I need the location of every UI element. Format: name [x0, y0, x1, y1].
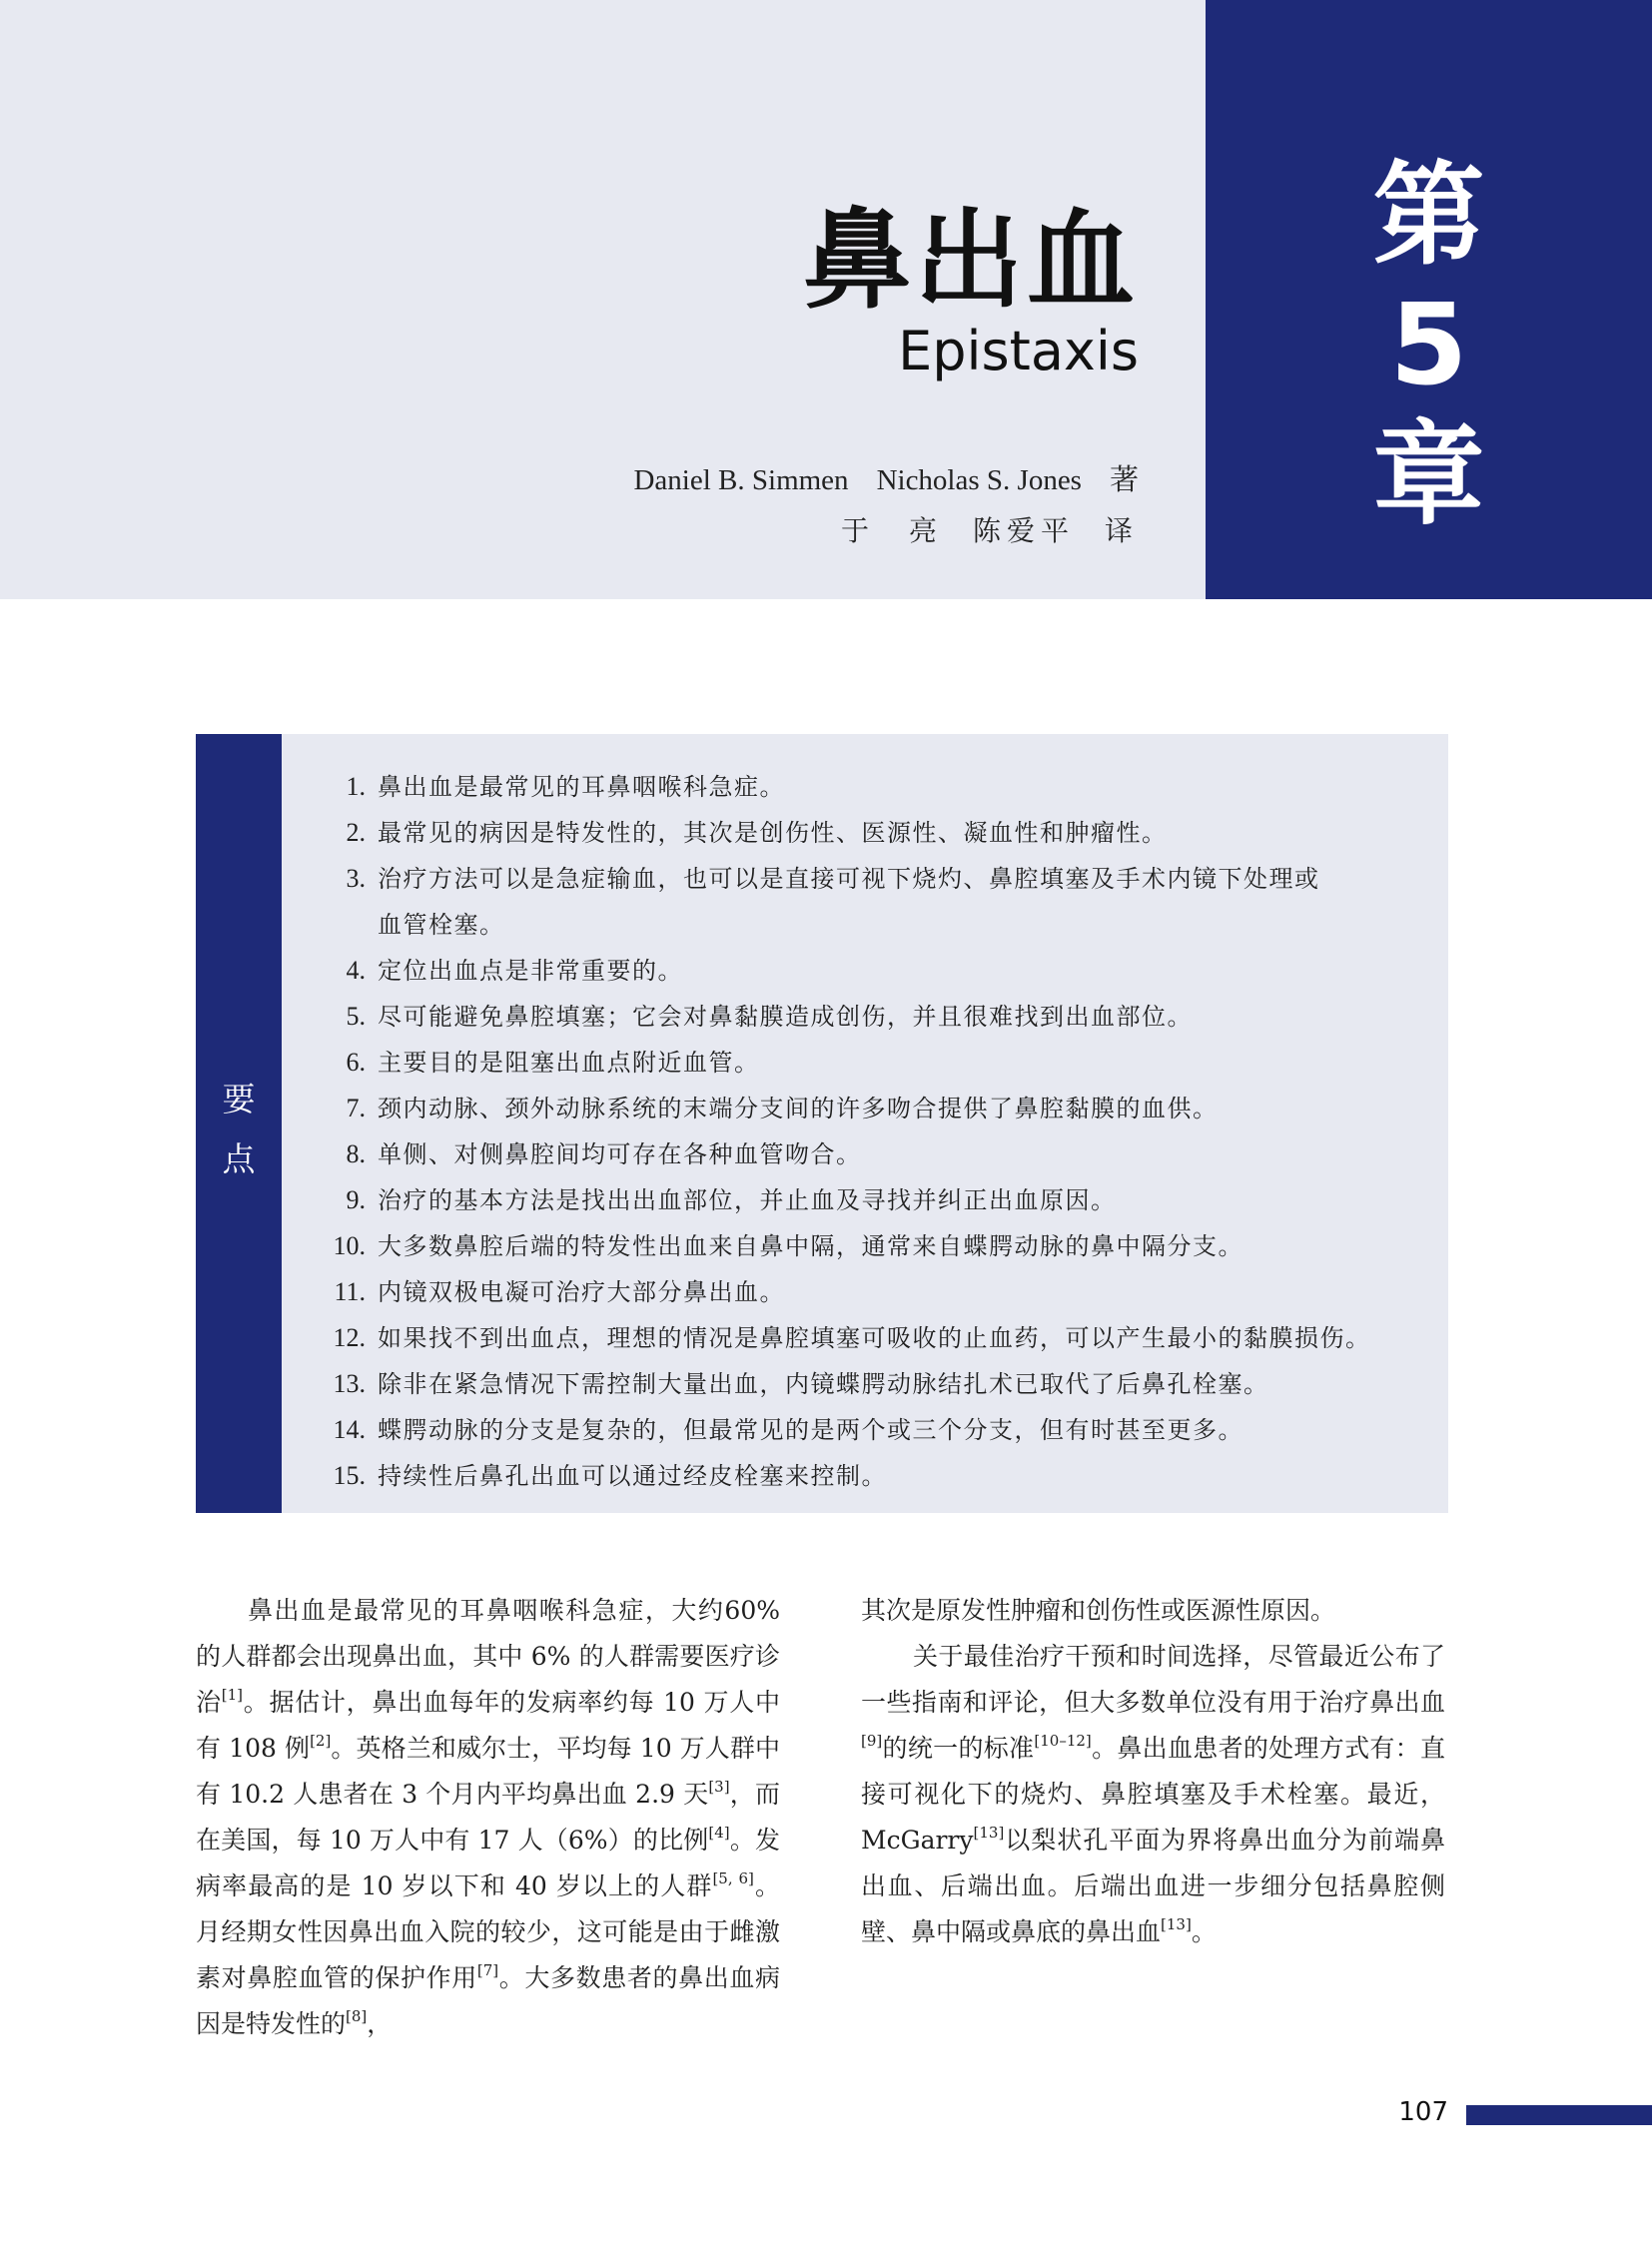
key-point-text: 鼻出血是最常见的耳鼻咽喉科急症。	[378, 773, 785, 801]
body-text: 以梨状孔平面为界将鼻出血分为前端鼻出血、后端出血。后端出血进一步细分包括鼻腔侧壁、鼻中隔或鼻底的鼻出血	[861, 1826, 1445, 1946]
body-text: 。月经期女性因鼻出血入院的较少，这可能是由于雌激素对鼻腔血管的保护作用	[196, 1871, 780, 1992]
key-point-item	[316, 1177, 1424, 1223]
key-point-item	[316, 1361, 1424, 1407]
author-2: Nicholas S. Jones	[876, 464, 1082, 496]
key-points-list	[316, 764, 1424, 1499]
body-text: 鼻出血是最常见的耳鼻咽喉科急症，大约60% 的人群都会出现鼻出血，其中 6% 的人群需要医疗诊治	[196, 1596, 780, 1717]
translators-line	[811, 509, 1139, 549]
key-point-text: 尽可能避免鼻腔填塞；它会对鼻黏膜造成创伤，并且很难找到出血部位。	[378, 1003, 1193, 1031]
key-point-item	[316, 856, 1424, 902]
chapter-number: 5	[1389, 281, 1468, 410]
key-point-number: 13.	[333, 1369, 366, 1398]
body-paragraph	[196, 1588, 780, 2047]
chapter-prefix: 第	[1372, 151, 1485, 281]
citation: [13]	[1161, 1915, 1192, 1933]
key-point-text: 单侧、对侧鼻腔间均可存在各种血管吻合。	[378, 1140, 862, 1168]
key-point-number: 1.	[346, 772, 366, 801]
key-point-item	[316, 1040, 1424, 1086]
key-point-number: 6.	[346, 1048, 366, 1077]
key-point-item	[316, 1131, 1424, 1177]
key-point-number: 12.	[333, 1323, 366, 1352]
body-paragraph	[861, 1634, 1445, 1955]
key-point-number: 10.	[333, 1231, 366, 1260]
key-point-number: 8.	[346, 1139, 366, 1168]
key-points-label-char: 要	[222, 1080, 256, 1119]
body-text: 的统一的标准	[882, 1734, 1035, 1763]
key-point-number: 3.	[346, 864, 366, 893]
key-point-text: 除非在紧急情况下需控制大量出血，内镜蝶腭动脉结扎术已取代了后鼻孔栓塞。	[378, 1370, 1269, 1398]
citation: [10–12]	[1034, 1732, 1092, 1750]
chapter-title-zh: 鼻出血	[802, 199, 1139, 324]
body-text: ，	[367, 2009, 393, 2038]
body-text: 。据估计，鼻出血每年的发病率约每 10 万人中有 108 例	[196, 1688, 780, 1763]
key-point-text: 治疗方法可以是急症输血，也可以是直接可视下烧灼、鼻腔填塞及手术内镜下处理或	[378, 865, 1320, 893]
chapter-number-box	[1206, 0, 1652, 599]
citation: [13]	[973, 1824, 1005, 1842]
citation: [5, 6]	[712, 1869, 754, 1887]
key-points-box	[196, 734, 1448, 1513]
authors-suffix: 著	[1109, 464, 1139, 496]
key-points-label	[196, 734, 282, 1513]
page-footer-bar	[1466, 2105, 1652, 2125]
body-column-left	[196, 1588, 780, 2047]
key-point-number: 14.	[333, 1415, 366, 1444]
translator-2: 陈爱平	[972, 514, 1075, 547]
key-point-item	[316, 902, 1424, 948]
key-point-item	[316, 810, 1424, 856]
body-text: 。大多数患者的鼻出血病因是特发性的	[196, 1963, 780, 2038]
key-point-item	[316, 1086, 1424, 1131]
key-point-text: 血管栓塞。	[378, 911, 505, 939]
key-point-number: 7.	[346, 1094, 366, 1122]
key-point-item	[316, 764, 1424, 810]
key-point-item	[316, 1223, 1424, 1269]
key-point-text: 颈内动脉、颈外动脉系统的末端分支间的许多吻合提供了鼻腔黏膜的血供。	[378, 1095, 1219, 1122]
key-point-item	[316, 994, 1424, 1040]
body-column-right	[861, 1588, 1445, 1955]
key-point-text: 主要目的是阻塞出血点附近血管。	[378, 1049, 760, 1077]
author-1: Daniel B. Simmen	[633, 464, 849, 496]
key-point-item	[316, 1453, 1424, 1499]
translator-1: 于 亮	[840, 514, 943, 547]
body-text: ，而在美国，每 10 万人中有 17 人（6%）的比例	[196, 1780, 780, 1855]
key-point-number: 11.	[334, 1277, 366, 1306]
body-text: 。鼻出血患者的处理方式有：直接可视化下的烧灼、鼻腔填塞及手术栓塞。最近，McGarry	[861, 1734, 1445, 1855]
citation: [3]	[708, 1778, 730, 1796]
key-point-item	[316, 1269, 1424, 1315]
key-point-text: 治疗的基本方法是找出出血部位，并止血及寻找并纠正出血原因。	[378, 1186, 1117, 1214]
key-point-number: 9.	[346, 1185, 366, 1214]
key-point-number: 2.	[346, 818, 366, 847]
citation: [7]	[476, 1961, 499, 1979]
key-point-number	[316, 902, 366, 948]
body-text: 关于最佳治疗干预和时间选择，尽管最近公布了一些指南和评论，但大多数单位没有用于治疗鼻出血	[861, 1642, 1445, 1717]
key-points-label-char: 点	[222, 1139, 256, 1178]
key-point-text: 内镜双极电凝可治疗大部分鼻出血。	[378, 1278, 785, 1306]
chapter-suffix: 章	[1372, 410, 1485, 540]
key-point-text: 大多数鼻腔后端的特发性出血来自鼻中隔，通常来自蝶腭动脉的鼻中隔分支。	[378, 1232, 1243, 1260]
body-text: 。发病率最高的是 10 岁以下和 40 岁以上的人群	[196, 1826, 780, 1900]
citation: [9]	[861, 1732, 883, 1750]
citation: [1]	[221, 1686, 243, 1704]
key-point-text: 蝶腭动脉的分支是复杂的，但最常见的是两个或三个分支，但有时甚至更多。	[378, 1416, 1243, 1444]
translators-suffix: 译	[1104, 514, 1139, 547]
key-point-text: 最常见的病因是特发性的，其次是创伤性、医源性、凝血性和肿瘤性。	[378, 819, 1168, 847]
citation: [4]	[708, 1824, 730, 1842]
authors-line	[605, 457, 1139, 498]
key-point-item	[316, 1315, 1424, 1361]
key-point-text: 定位出血点是非常重要的。	[378, 957, 683, 985]
key-point-item	[316, 948, 1424, 994]
body-paragraph: 其次是原发性肿瘤和创伤性或医源性原因。	[861, 1596, 1336, 1625]
key-point-item	[316, 1407, 1424, 1453]
page-number: 107	[1398, 2097, 1448, 2127]
key-point-number: 15.	[333, 1461, 366, 1490]
citation: [8]	[346, 2007, 368, 2025]
key-point-text: 持续性后鼻孔出血可以通过经皮栓塞来控制。	[378, 1462, 887, 1490]
key-point-text: 如果找不到出血点，理想的情况是鼻腔填塞可吸收的止血药，可以产生最小的黏膜损伤。	[378, 1324, 1371, 1352]
body-text: 。英格兰和威尔士，平均每 10 万人群中有 10.2 人患者在 3 个月内平均鼻出血 2.9 天	[196, 1734, 780, 1809]
key-point-number: 5.	[346, 1002, 366, 1031]
citation: [2]	[310, 1732, 332, 1750]
key-point-number: 4.	[346, 956, 366, 985]
chapter-title-en: Epistaxis	[898, 320, 1139, 382]
body-text: 。	[1191, 1917, 1217, 1946]
